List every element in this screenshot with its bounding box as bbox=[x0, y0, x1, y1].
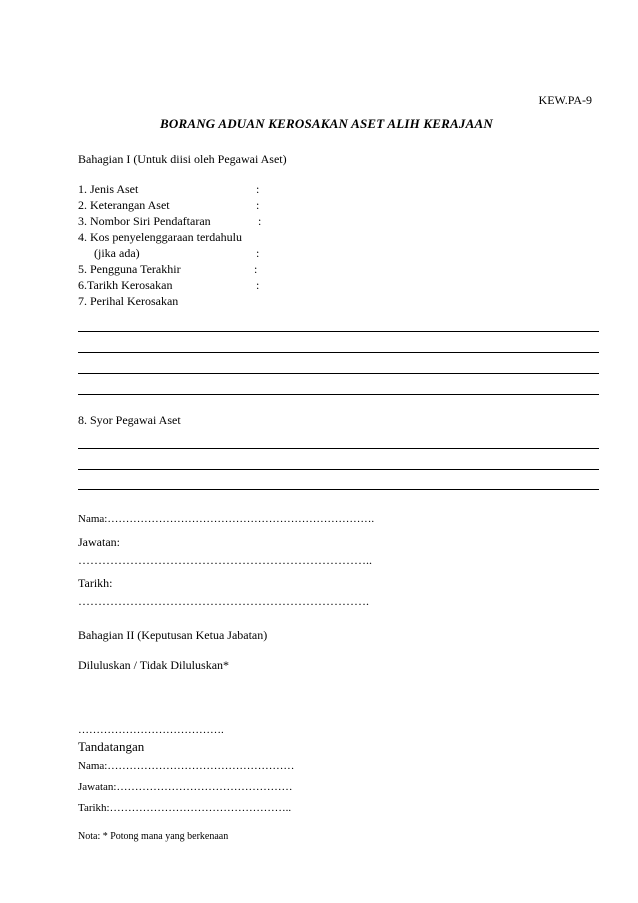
part2-heading: Bahagian II (Keputusan Ketua Jabatan) bbox=[78, 628, 268, 642]
officer-tarikh-label: Tarikh: bbox=[78, 576, 113, 590]
footnote: Nota: * Potong mana yang berkenaan bbox=[78, 831, 229, 842]
item-colon: : bbox=[258, 214, 262, 228]
item-colon: : bbox=[256, 278, 260, 292]
item-label: 4. Kos penyelenggaraan terdahulu bbox=[78, 230, 242, 244]
item-label: 6.Tarikh Kerosakan bbox=[78, 278, 173, 292]
item-nombor-siri bbox=[78, 214, 211, 229]
item-perihal-kerosakan bbox=[78, 294, 178, 309]
item-label: (jika ada) bbox=[94, 246, 140, 260]
item-label: 5. Pengguna Terakhir bbox=[78, 262, 181, 276]
item-colon: : bbox=[256, 182, 260, 196]
officer-tarikh-field[interactable]: ………………………………………………………………. bbox=[78, 594, 369, 608]
item-colon: : bbox=[256, 198, 260, 212]
item-keterangan-aset bbox=[78, 198, 170, 213]
item-jika-ada bbox=[94, 246, 140, 261]
item-label: 3. Nombor Siri Pendaftaran bbox=[78, 214, 211, 228]
writing-line[interactable] bbox=[78, 373, 599, 374]
item-label: 7. Perihal Kerosakan bbox=[78, 294, 179, 308]
writing-line[interactable] bbox=[78, 489, 599, 490]
item-label: 1. Jenis Aset bbox=[78, 182, 139, 196]
writing-line[interactable] bbox=[78, 448, 599, 449]
item-pengguna-terakhir bbox=[78, 262, 181, 277]
item-colon: : bbox=[254, 262, 258, 276]
item-label: 2. Keterangan Aset bbox=[78, 198, 170, 212]
head-nama-field[interactable]: Nama:…………………………………………… bbox=[78, 760, 295, 772]
form-title: BORANG ADUAN KEROSAKAN ASET ALIH KERAJAAN bbox=[160, 116, 493, 131]
signature-field[interactable]: …………………………………. bbox=[78, 724, 224, 736]
item-kos-penyelenggaraan bbox=[78, 230, 242, 245]
decision-text[interactable]: Diluluskan / Tidak Diluluskan* bbox=[78, 658, 230, 672]
head-jawatan-field[interactable]: Jawatan:………………………………………… bbox=[78, 781, 293, 793]
writing-line[interactable] bbox=[78, 331, 599, 332]
writing-line[interactable] bbox=[78, 394, 599, 395]
signature-label: Tandatangan bbox=[78, 739, 145, 754]
officer-nama-field[interactable]: Nama:………………………………………………………………. bbox=[78, 513, 375, 525]
part1-heading: Bahagian I (Untuk diisi oleh Pegawai Aset) bbox=[78, 152, 287, 166]
writing-line[interactable] bbox=[78, 352, 599, 353]
head-tarikh-field[interactable]: Tarikh:………………………………………….. bbox=[78, 802, 292, 814]
item-colon: : bbox=[256, 246, 260, 260]
writing-line[interactable] bbox=[78, 469, 599, 470]
officer-jawatan-label: Jawatan: bbox=[78, 535, 120, 549]
form-code: KEW.PA-9 bbox=[538, 93, 592, 107]
officer-jawatan-field[interactable]: ……………………………………………………………….. bbox=[78, 553, 372, 567]
item-syor-pegawai: 8. Syor Pegawai Aset bbox=[78, 413, 181, 427]
item-jenis-aset bbox=[78, 182, 138, 197]
item-tarikh-kerosakan bbox=[78, 278, 172, 293]
